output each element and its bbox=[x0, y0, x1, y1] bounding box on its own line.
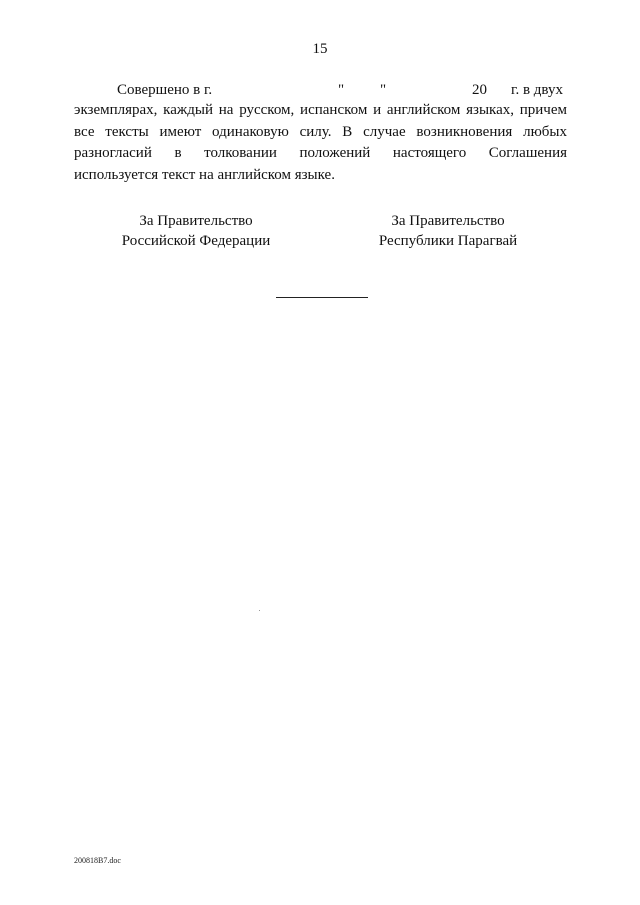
lead-line bbox=[0, 80, 640, 100]
year-label: 20 bbox=[472, 82, 487, 98]
signature-paraguay bbox=[338, 211, 558, 251]
date-quote-open: " bbox=[338, 82, 345, 98]
document-code: 200818В7.doc bbox=[74, 856, 121, 865]
scan-artifact bbox=[259, 610, 260, 611]
end-divider bbox=[276, 297, 368, 298]
done-in-label: Совершено в г. bbox=[117, 82, 213, 98]
signature-russia bbox=[86, 211, 306, 251]
paragraph-line: экземплярах, каждый на русском, испанском и английском языках, причем bbox=[74, 102, 567, 118]
paragraph-line: разногласий в толковании положений настоящего Соглашения bbox=[74, 145, 567, 161]
paragraph-line: используется текст на английском языке. bbox=[74, 166, 335, 183]
paragraph-line: все тексты имеют одинаковую силу. В случае возникновения любых bbox=[74, 123, 567, 140]
signature-heading: За Правительство bbox=[391, 213, 505, 229]
agreement-paragraph bbox=[74, 100, 567, 186]
signature-party: Республики Парагвай bbox=[378, 233, 518, 249]
date-quote-close: " bbox=[380, 82, 387, 98]
copies-label: г. в двух bbox=[511, 82, 563, 98]
signature-heading: За Правительство bbox=[139, 213, 253, 229]
page-number: 15 bbox=[312, 41, 328, 57]
signature-party: Российской Федерации bbox=[121, 233, 271, 249]
